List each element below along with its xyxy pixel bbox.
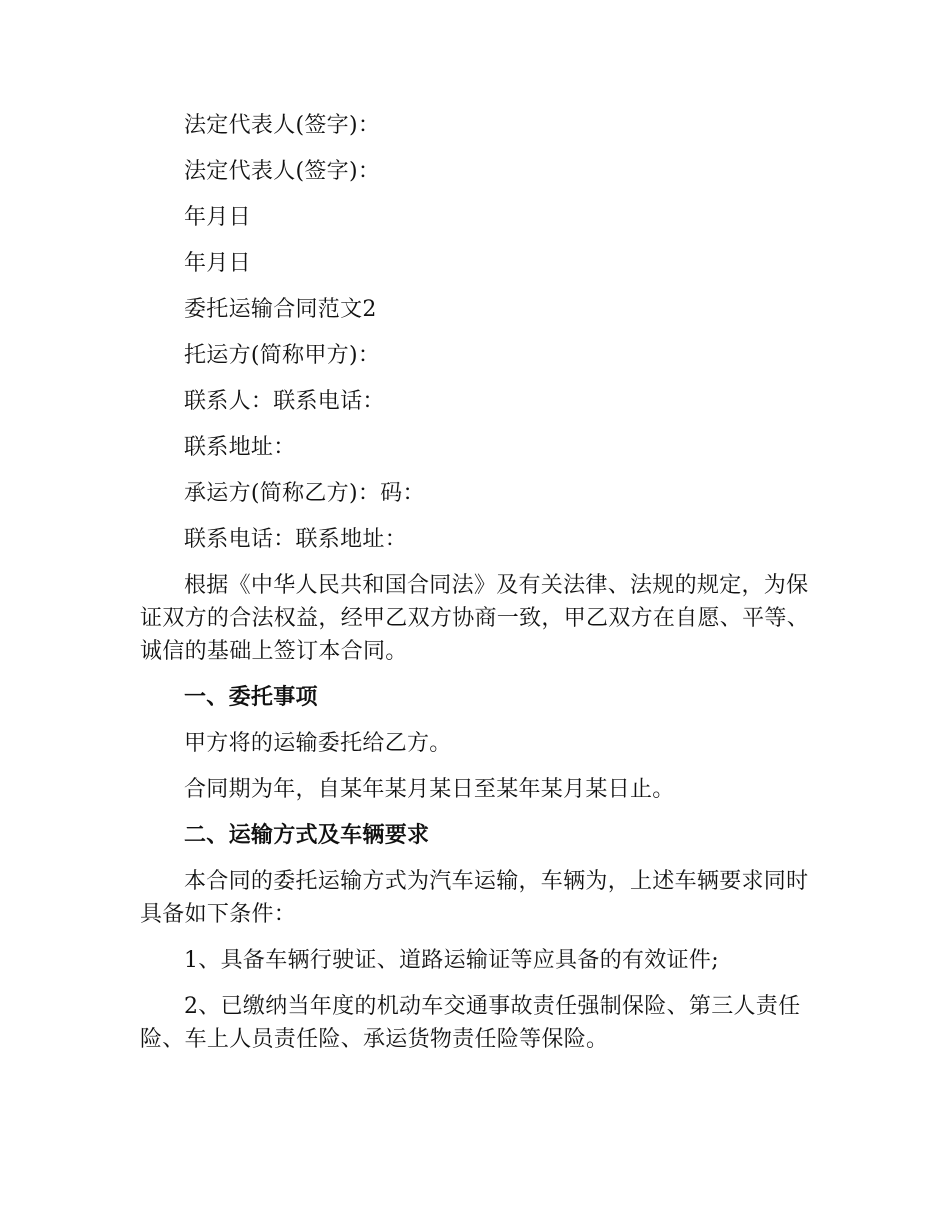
party-a-line: 托运方(简称甲方)： bbox=[184, 343, 381, 368]
contact-address-line: 联系地址： bbox=[184, 435, 296, 460]
party-b-line: 承运方(简称乙方)：码： bbox=[184, 481, 425, 506]
section-heading-2: 二、运输方式及车辆要求 bbox=[184, 823, 430, 848]
section-2-item-1: 1、具备车辆行驶证、道路运输证等应具备的有效证件; bbox=[184, 948, 719, 973]
section-1-paragraph-1: 甲方将的运输委托给乙方。 bbox=[184, 731, 452, 756]
signature-line-legal-rep-1: 法定代表人(签字)： bbox=[184, 113, 381, 138]
document-body bbox=[140, 109, 815, 1069]
section-2-paragraph-1: 本合同的委托运输方式为汽车运输，车辆为，上述车辆要求同时具备如下条件： bbox=[140, 869, 809, 927]
contact-phone-address-line: 联系电话：联系地址： bbox=[184, 527, 408, 552]
contact-person-line: 联系人：联系电话： bbox=[184, 389, 385, 414]
contract-title: 委托运输合同范文2 bbox=[184, 297, 377, 322]
date-line-1: 年月日 bbox=[184, 205, 251, 230]
section-2-item-2: 2、已缴纳当年度的机动车交通事故责任强制保险、第三人责任险、车上人员责任险、承运货物责任险等保险。 bbox=[140, 994, 801, 1052]
preamble-paragraph: 根据《中华人民共和国合同法》及有关法律、法规的规定，为保证双方的合法权益，经甲乙双方协商一致，甲乙双方在自愿、平等、诚信的基础上签订本合同。 bbox=[140, 573, 810, 664]
signature-line-legal-rep-2: 法定代表人(签字)： bbox=[184, 159, 381, 184]
date-line-2: 年月日 bbox=[184, 251, 251, 276]
section-1-paragraph-2: 合同期为年，自某年某月某日至某年某月某日止。 bbox=[184, 777, 675, 802]
section-heading-1: 一、委托事项 bbox=[184, 685, 318, 710]
